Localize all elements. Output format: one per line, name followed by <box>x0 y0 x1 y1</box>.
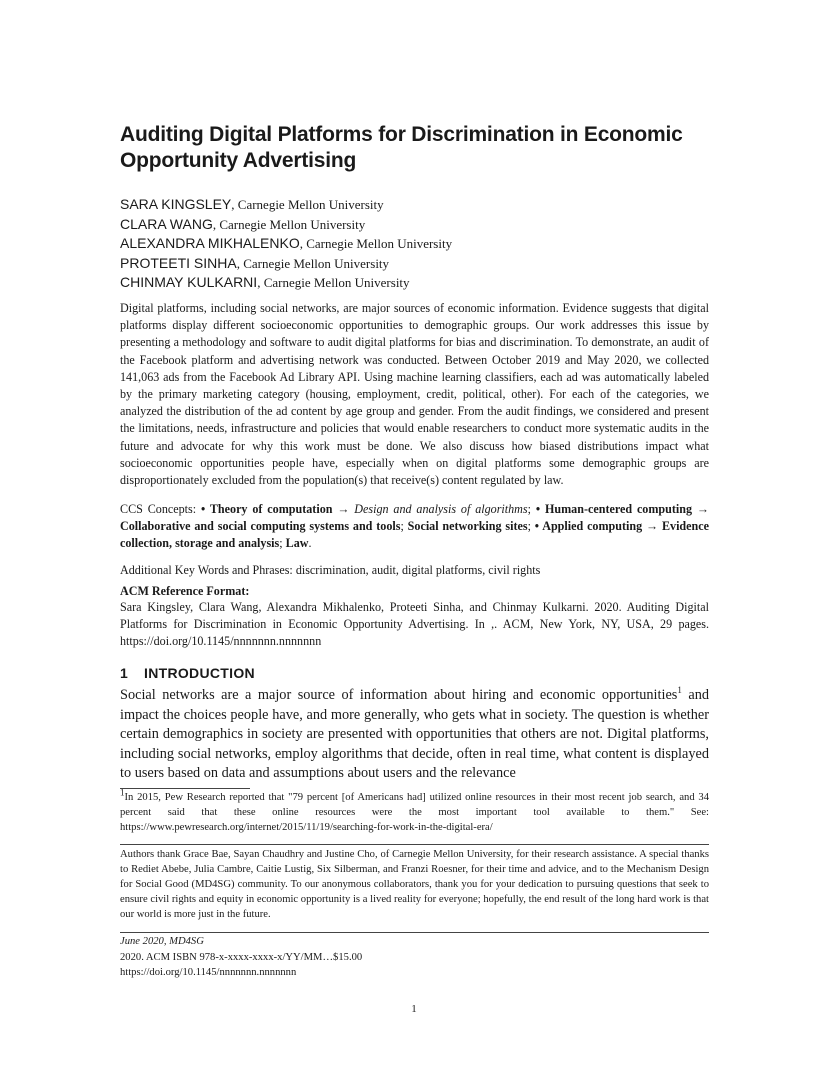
footnote-mark: 1 <box>677 686 682 696</box>
acknowledgments-divider <box>120 844 709 845</box>
section-title: INTRODUCTION <box>144 665 255 681</box>
footnote-number: 1 <box>120 787 125 798</box>
author-entry <box>120 254 720 274</box>
author-name: CHINMAY KULKARNI <box>120 274 258 290</box>
publication-divider <box>120 932 709 933</box>
intro-paragraph <box>120 686 709 784</box>
section-number: 1 <box>120 665 129 681</box>
author-entry <box>120 195 720 215</box>
ccs-arrow: → <box>332 502 355 516</box>
author-name: PROTEETI SINHA <box>120 254 237 271</box>
author-entry <box>120 215 720 235</box>
author-affiliation: , Carnegie Mellon University <box>257 275 410 290</box>
ccs-bullet: • <box>535 502 545 516</box>
ccs-bullet: • <box>200 502 210 516</box>
ccs-concept: Theory of computation <box>209 502 333 516</box>
author-affiliation: , Carnegie Mellon University <box>212 216 366 232</box>
ccs-separator: ; <box>279 536 286 551</box>
abstract: Digital platforms, including social networks, are major sources of economic information. Evidence suggests that digital platforms display different socioeconomic opportunities to demographic groups. Our work addresses this issue by presenting a methodology and software to audit digital platforms for bias and discrimination. To demonstrate, an audit of the Facebook platform and advertising network was conducted. Between October 2019 and May 2020, we collected 141,063 ads from the Facebook Ad Library API. Using machine learning classifiers, each ad was automatically labeled by the primary marketing category (housing, employment, credit, political, other). For each of the categories, we analyzed the distribution of the ad content by age group and gender. From the audit findings, we considered and present the limitations, needs, infrastructure and policies that would enable researchers to conduct more systematic audits in the future and advocate for why this work must be done. We also discuss how biased distributions impact what socioeconomic opportunities people have, especially when on digital platforms some demographic groups are disproportionately excluded from the population(s) that receive(s) content regulated by law. <box>120 301 709 488</box>
author-name: ALEXANDRA MIKHALENKO <box>120 235 300 251</box>
ccs-concept: Applied computing → Evidence collection, storage and analysis <box>120 519 709 551</box>
author-name: CLARA WANG <box>120 215 213 232</box>
publication-info <box>120 934 709 981</box>
ccs-concept: Human-centered computing → Collaborative and social computing systems and tools <box>120 502 710 534</box>
ccs-concept: Design and analysis of algorithms <box>354 502 528 516</box>
author-affiliation: , Carnegie Mellon University <box>231 197 384 212</box>
footnote-divider <box>120 788 250 789</box>
ccs-separator: ; <box>400 519 408 534</box>
page-number: 1 <box>411 1003 417 1015</box>
ccs-bullet: • <box>534 519 543 534</box>
author-entry <box>120 234 720 254</box>
acknowledgments: Authors thank Grace Bae, Sayan Chaudhry and Justine Cho, of Carnegie Mellon University, for their research assistance. A special thanks to Rediet Abebe, Julia Cambre, Caitie Lustig, Six Silberman, and Franzi Roesner, for their time and advice, and to the Mechanism Design for Social Good (MD4SG) community. To our anonymous collaborators, thank you for your dedication to pursuing questions that seek to ensure civil rights and equity in economic opportunity is a lived reality for everyone; hopefully, the end result of the long hard work is that our world is more just in the future. <box>120 849 709 920</box>
reference-format-heading: ACM Reference Format: <box>120 584 250 598</box>
ccs-concepts <box>120 501 709 553</box>
ccs-separator: ; <box>527 502 536 516</box>
ccs-label: CCS Concepts: <box>120 502 201 516</box>
section-heading <box>120 665 255 681</box>
publication-isbn: 2020. ACM ISBN 978-x-xxxx-xxxx-x/YY/MM…$15.00 <box>120 951 363 963</box>
author-affiliation: , Carnegie Mellon University <box>236 255 390 271</box>
author-name: SARA KINGSLEY <box>120 196 232 212</box>
ccs-concept: Law <box>285 536 309 551</box>
author-entry <box>120 273 720 293</box>
intro-text: Social networks are a major source of information about hiring and economic opportunities <box>120 687 678 703</box>
footnote-text: In 2015, Pew Research reported that "79 percent [of Americans had] utilized online resources in their most recent job search, and 34 percent said that these online resources were the most important tool available to them." See: https://www.pewresearch.org/internet/2015/11/19/searching-for-work-in-the-digital-era/ <box>120 792 709 833</box>
publication-venue: June 2020, MD4SG <box>120 936 204 947</box>
author-list <box>120 195 720 293</box>
paper-title: Auditing Digital Platforms for Discrimination in Economic Opportunity Advertising <box>120 123 683 172</box>
reference-format-text: Sara Kingsley, Clara Wang, Alexandra Mikhalenko, Proteeti Sinha, and Chinmay Kulkarni. 2020. Auditing Digital Platforms for Discrimination in Economic Opportunity Advertising. In ,. ACM, New York, NY, USA, 29 pages. https://doi.org/10.1145/nnnnnnn.nnnnnnn <box>120 600 709 649</box>
intro-text: and impact the choices people have, and more generally, who gets what in society. The question is whether certain demographics in society are presented with opportunities that others are not. Digital platforms, including social networks, employ algorithms that decide, often in real time, what content is displayed to users based on data and assumptions about users and the relevance <box>120 687 709 782</box>
keywords: Additional Key Words and Phrases: discrimination, audit, digital platforms, civil rights <box>120 563 541 577</box>
ccs-separator: ; <box>527 519 535 534</box>
ccs-concept: Social networking sites <box>407 519 528 534</box>
author-affiliation: , Carnegie Mellon University <box>299 236 453 251</box>
publication-doi: https://doi.org/10.1145/nnnnnnn.nnnnnnn <box>120 967 297 978</box>
footnote <box>120 787 709 835</box>
ccs-end: . <box>308 536 312 551</box>
